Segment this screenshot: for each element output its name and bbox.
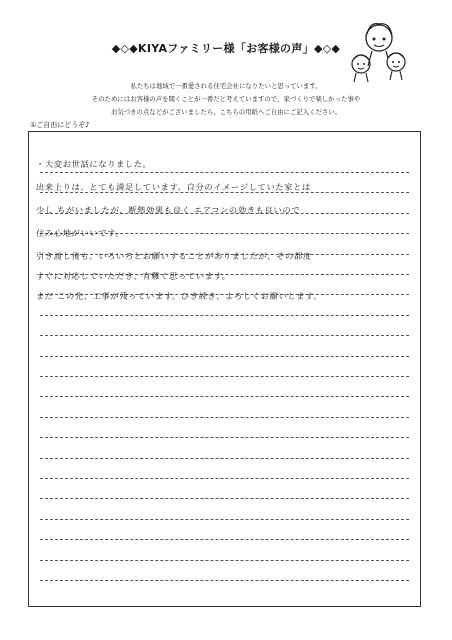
comment-box: [28, 131, 421, 607]
handwritten-line: 引き渡し後も、いろいろとお願いすることがありましたが、その都度: [35, 251, 313, 261]
ruled-line: [40, 560, 409, 561]
ruled-line: [40, 172, 409, 173]
ruled-line: [40, 417, 409, 418]
ruled-line: [40, 458, 409, 459]
ruled-line: [40, 580, 409, 581]
ruled-line: [40, 519, 409, 520]
handwritten-line: ・大変お世話になりました。: [35, 159, 153, 169]
ruled-line: [40, 356, 409, 357]
ruled-line: [40, 539, 409, 540]
intro-text: [24, 80, 428, 119]
ruled-line: [40, 335, 409, 336]
handwritten-line: 出来上りは、とても満足しています。自分のイメージしていた家とは: [35, 182, 312, 192]
ruled-line: [40, 396, 409, 397]
handwritten-line: すぐに対応していただき、有難く思っています。: [35, 271, 232, 281]
handwritten-line: まだ この先、工事が残っています。ひき続き、よろしくお願いします。: [35, 291, 323, 301]
handwritten-line: 少し ちがいましたが、断熱効果も良く エアコンの効きも良いので: [35, 205, 301, 215]
ruled-line: [40, 498, 409, 499]
form-prompt: ①ご自由にどうぞ♪: [30, 121, 90, 129]
handwritten-line: 住み心地がいいです。: [35, 228, 125, 238]
intro-line: お気づきの点などがございましたら、こちらの用紙へご自由にご記入ください。: [110, 108, 342, 116]
intro-line: そのためにはお客様の声を聞くことが一番だと考えていますので、家づくりで楽しかった事や: [91, 95, 361, 103]
intro-line: 私たちは地域で一番愛される住宅会社になりたいと思っています。: [130, 82, 322, 90]
ruled-line: [40, 376, 409, 377]
page-title: ◆◇◆KIYAファミリー様「お客様の声」◆◇◆: [111, 42, 341, 55]
ruled-line: [40, 478, 409, 479]
ruled-line: [40, 437, 409, 438]
ruled-line: [40, 315, 409, 316]
family-mascot-icon: [348, 14, 408, 84]
